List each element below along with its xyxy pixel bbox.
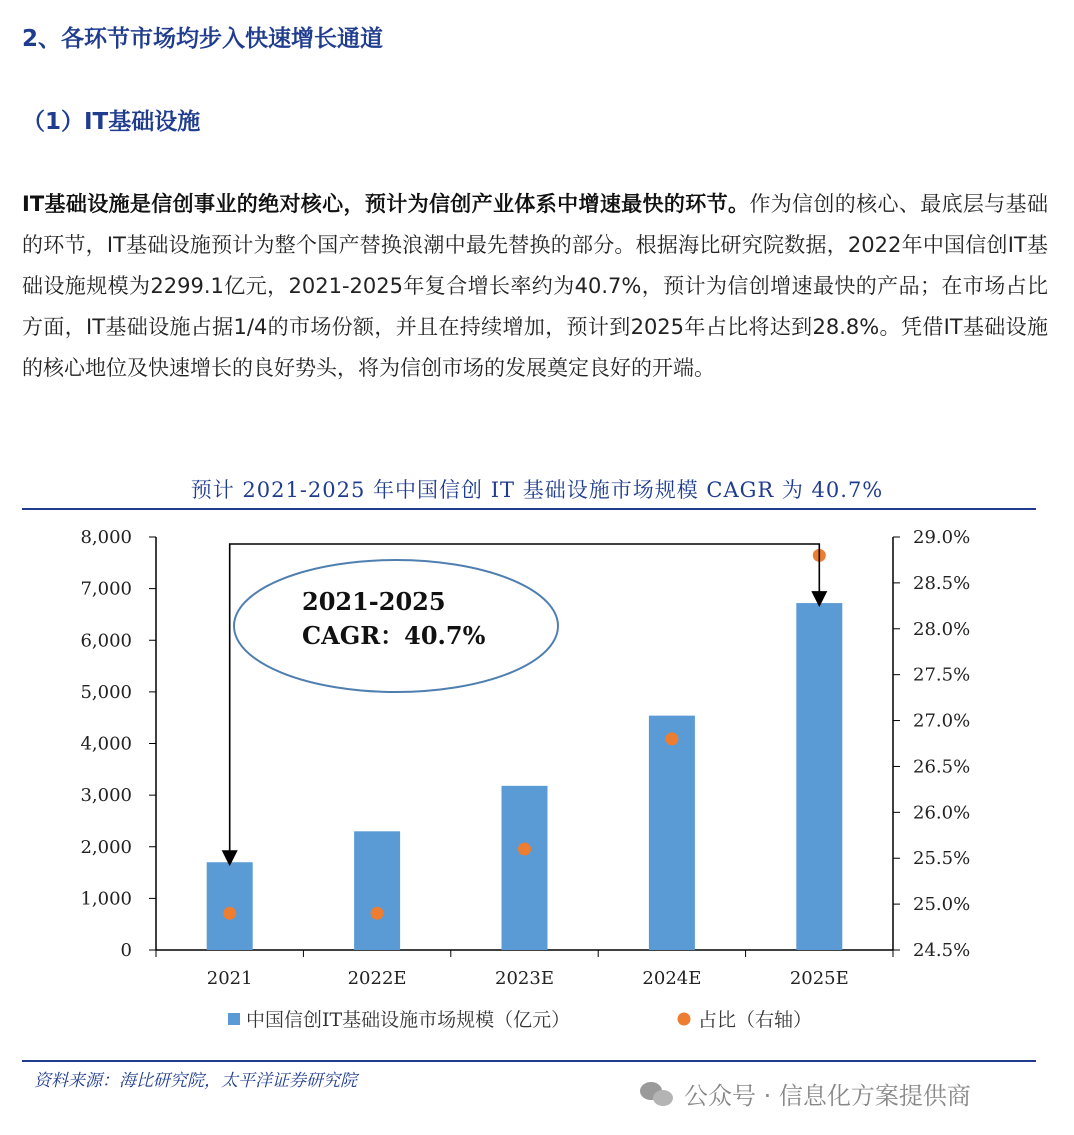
x-tick-label: 2021 <box>206 968 253 989</box>
market-size-bar <box>502 786 548 950</box>
chart-legend <box>228 1009 812 1031</box>
right-tick-label: 29.0% <box>913 527 971 548</box>
right-tick-label: 27.5% <box>913 664 971 686</box>
source-note: 资料来源：海比研究院，太平洋证券研究院 <box>34 1071 357 1091</box>
watermark <box>640 1076 971 1111</box>
cagr-value-label: CAGR：40.7% <box>302 621 486 650</box>
right-tick-label: 27.0% <box>913 710 971 732</box>
share-point <box>665 732 678 745</box>
right-tick-label: 26.5% <box>913 756 971 778</box>
left-tick-label: 2,000 <box>80 836 132 858</box>
left-tick-label: 6,000 <box>80 630 132 652</box>
paragraph-lead: IT基础设施是信创事业的绝对核心，预计为信创产业体系中增速最快的环节。 <box>22 192 750 216</box>
left-tick-label: 5,000 <box>80 681 132 703</box>
share-point <box>518 843 531 856</box>
market-size-bar <box>796 603 842 950</box>
right-tick-label: 26.0% <box>913 802 971 824</box>
subsection-heading: （1）IT基础设施 <box>22 109 201 135</box>
x-tick-label: 2022E <box>347 968 407 989</box>
left-tick-label: 3,000 <box>80 785 132 807</box>
paragraph-text: 作为信创的核心、最底层与基础的环节，IT基础设施预计为整个国产替换浪潮中最先替换的部分。根据海比研究院数据，2022年中国信创IT基础设施规模为2299.1亿元，2021-2025年复合增长率约为40.7%，预计为信创增速最快的产品；在市场占比方面，IT基础设施占据1/4的市场份额，并且在持续增加，预计到2025年占比将达到28.8%。凭借IT基础设施的核心地位及快速增长的良好势头，将为信创市场的发展奠定良好的开端。 <box>22 192 1049 380</box>
right-tick-label: 28.0% <box>913 618 971 640</box>
right-tick-label: 24.5% <box>913 940 971 961</box>
left-tick-label: 1,000 <box>80 888 132 910</box>
chart-top-rule <box>22 508 1036 510</box>
legend-dot-swatch <box>678 1013 691 1026</box>
body-paragraph <box>22 184 1048 389</box>
x-tick-label: 2024E <box>642 968 702 989</box>
cagr-years-label: 2021-2025 <box>302 587 446 616</box>
chart-title: 预计 2021-2025 年中国信创 IT 基础设施市场规模 CAGR 为 40.7% <box>190 478 884 502</box>
share-point <box>223 907 236 920</box>
legend-bar-label: 中国信创IT基础设施市场规模（亿元） <box>246 1009 571 1031</box>
market-size-bar <box>207 862 253 950</box>
left-tick-label: 0 <box>120 940 132 961</box>
left-tick-label: 4,000 <box>80 733 132 755</box>
legend-dot-label: 占比（右轴） <box>698 1009 813 1031</box>
left-tick-label: 7,000 <box>80 578 132 600</box>
bar-series <box>207 603 843 950</box>
market-size-chart <box>0 512 1074 1072</box>
watermark-text: 公众号 · 信息化方案提供商 <box>684 1082 971 1110</box>
chart-bottom-rule <box>22 1060 1036 1062</box>
right-tick-label: 25.0% <box>913 894 971 916</box>
wechat-icon <box>640 1080 676 1108</box>
share-point <box>371 907 384 920</box>
x-tick-label: 2023E <box>495 968 554 989</box>
right-tick-label: 25.5% <box>913 848 971 870</box>
section-heading: 2、各环节市场均步入快速增长通道 <box>22 26 384 52</box>
legend-bar-swatch <box>228 1013 240 1025</box>
x-tick-label: 2025E <box>789 968 849 989</box>
market-size-bar <box>649 716 695 950</box>
right-tick-label: 28.5% <box>913 572 971 594</box>
left-tick-label: 8,000 <box>80 527 132 548</box>
market-size-bar <box>354 831 400 950</box>
